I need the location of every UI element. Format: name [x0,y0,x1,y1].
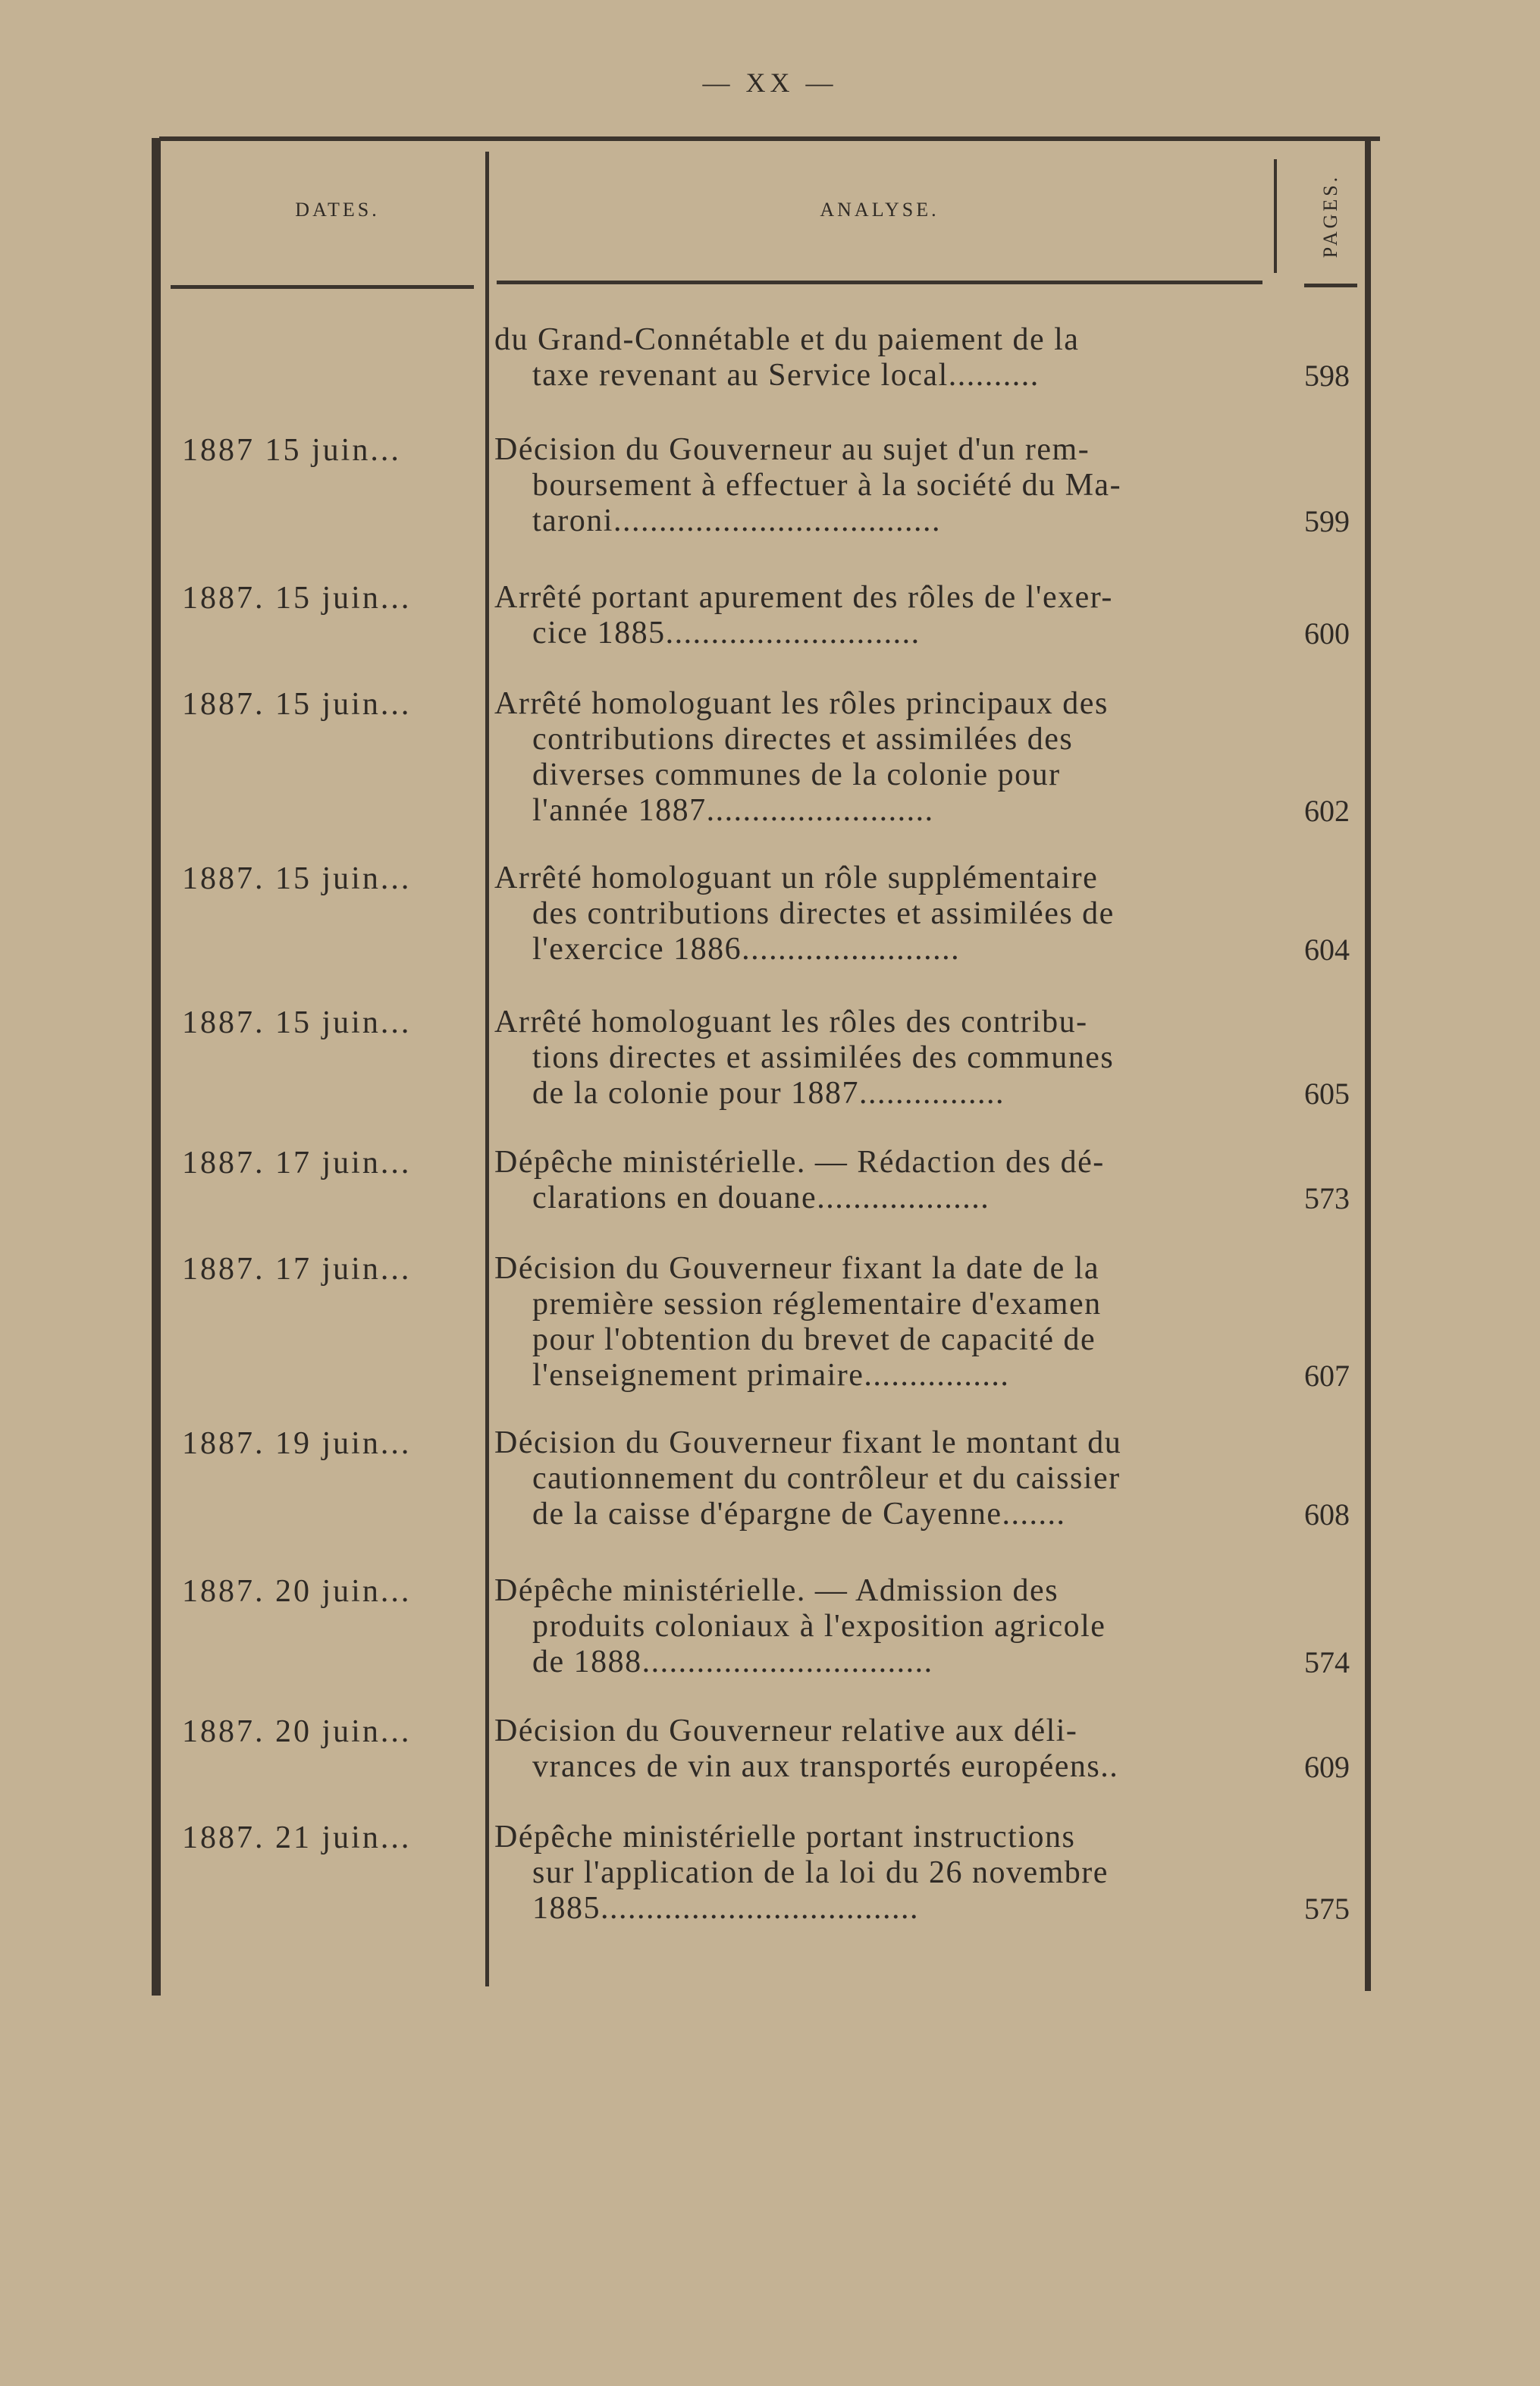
analysis-line: tions directes et assimilées des communes [532,1040,1115,1075]
entry-page-number: 608 [1304,1497,1350,1532]
analysis-line: cautionnement du contrôleur et du caissier [532,1461,1121,1496]
entry-analysis [494,1005,1260,1111]
entry-page-number: 575 [1304,1892,1350,1926]
analysis-line: sur l'application de la loi du 26 novembre [532,1855,1109,1890]
analysis-line: Décision du Gouverneur fixant le montant du [494,1425,1122,1460]
entry-date: 1887. 17 juin... [182,1146,412,1180]
entry-analysis [494,580,1260,651]
analysis-line: Dépêche ministérielle. — Rédaction des dé- [494,1145,1105,1180]
entry-page-number: 602 [1304,794,1350,828]
entry-page-number: 600 [1304,616,1350,651]
pages-column-header [1304,159,1357,273]
entry-page-number: 607 [1304,1359,1350,1393]
analysis-line: produits coloniaux à l'exposition agricole [532,1609,1106,1644]
entry-analysis [494,1425,1260,1532]
analysis-line: Arrêté homologuant un rôle supplémentaire [494,861,1099,895]
entry-analysis [494,1573,1260,1680]
entry-page-number: 598 [1304,359,1350,393]
entry-date: 1887. 15 juin... [182,861,412,896]
analysis-line: pour l'obtention du brevet de capacité de [532,1322,1096,1357]
entry-page-number: 599 [1304,504,1350,538]
analyse-column-header: ANALYSE. [820,199,939,221]
analysis-line: Arrêté homologuant les rôles des contribu- [494,1005,1088,1039]
right-border [1365,141,1371,1991]
analyse-pages-divider [1274,159,1277,273]
header-underline-dates [171,285,474,289]
entry-date: 1887. 20 juin... [182,1714,412,1749]
dates-analyse-divider [485,152,489,1986]
entry-page-number: 609 [1304,1750,1350,1784]
entry-analysis [494,861,1260,967]
analysis-line: Dépêche ministérielle. — Admission des [494,1573,1059,1608]
analysis-line: de la caisse d'épargne de Cayenne....... [532,1497,1066,1532]
header-underline-pages [1304,284,1357,287]
entry-page-number: 573 [1304,1181,1350,1215]
analysis-line: de 1888................................ [532,1644,933,1679]
analysis-line: l'enseignement primaire................ [532,1358,1010,1393]
analysis-line: taxe revenant au Service local.......... [532,358,1040,393]
analysis-line: Dépêche ministérielle portant instructions [494,1820,1076,1855]
entry-analysis [494,322,1260,393]
entry-date: 1887. 20 juin... [182,1574,412,1609]
analysis-line: du Grand-Connétable et du paiement de la [494,322,1080,357]
analysis-line: boursement à effectuer à la société du Ma- [532,468,1122,503]
page-number: — XX — [702,67,838,98]
dates-column-header: DATES. [295,199,380,221]
entry-analysis [494,1251,1260,1394]
analysis-line: des contributions directes et assimilées de [532,896,1115,931]
entry-analysis [494,1820,1260,1927]
entry-analysis [494,1713,1260,1785]
analysis-line: Décision du Gouverneur relative aux déli- [494,1713,1078,1748]
entry-date: 1887. 19 juin... [182,1426,412,1461]
entry-date: 1887. 15 juin... [182,1005,412,1040]
entry-page-number: 604 [1304,933,1350,967]
analysis-line: clarations en douane................... [532,1180,990,1215]
entry-date: 1887. 15 juin... [182,687,412,722]
analysis-line: Arrêté portant apurement des rôles de l'exer- [494,580,1113,615]
entry-date: 1887. 17 juin... [182,1252,412,1287]
analysis-line: Décision du Gouverneur fixant la date de la [494,1251,1100,1286]
analysis-line: première session réglementaire d'examen [532,1287,1102,1322]
analysis-line: contributions directes et assimilées des [532,722,1074,757]
top-border [159,136,1380,141]
entry-page-number: 605 [1304,1077,1350,1111]
analysis-line: l'exercice 1886........................ [532,932,961,967]
analysis-line: 1885................................... [532,1891,919,1926]
entry-analysis [494,686,1260,829]
pages-column-label: PAGES. [1319,174,1341,259]
analysis-line: cice 1885............................ [532,616,921,651]
analysis-line: de la colonie pour 1887................ [532,1076,1005,1111]
entry-date: 1887. 21 juin... [182,1820,412,1855]
analysis-line: l'année 1887......................... [532,793,934,828]
analysis-line: taroni.................................... [532,503,941,538]
left-border [152,138,161,1996]
analysis-line: diverses communes de la colonie pour [532,757,1061,792]
analysis-line: vrances de vin aux transportés européens.. [532,1749,1119,1784]
analysis-line: Décision du Gouverneur au sujet d'un rem- [494,432,1090,467]
entry-analysis [494,1145,1260,1216]
entry-page-number: 574 [1304,1645,1350,1679]
entry-analysis [494,432,1260,539]
entry-date: 1887 15 juin... [182,433,401,468]
analysis-line: Arrêté homologuant les rôles principaux des [494,686,1109,721]
header-underline-analyse [497,281,1262,284]
entry-date: 1887. 15 juin... [182,581,412,616]
